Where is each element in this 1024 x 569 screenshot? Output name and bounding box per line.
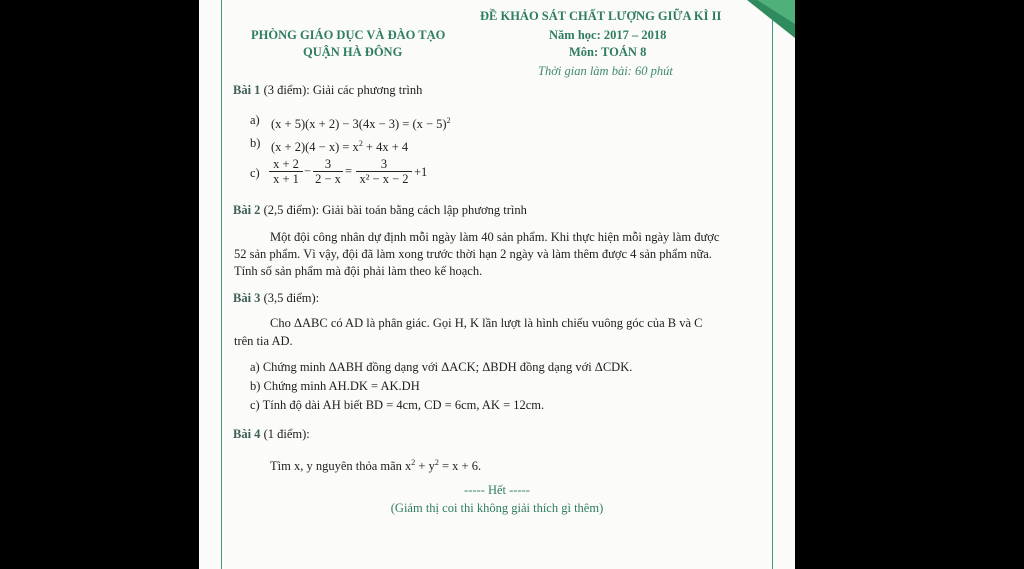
exam-title: ĐỀ KHẢO SÁT CHẤT LƯỢNG GIỮA KÌ II bbox=[480, 9, 722, 23]
bai4-points: (1 điểm): bbox=[260, 427, 310, 441]
bai3-heading bbox=[233, 291, 319, 306]
bai2-line1: Một đội công nhân dự định mỗi ngày làm 40 sản phẩm. Khi thực hiện mỗi ngày làm được bbox=[270, 230, 720, 244]
fraction-1-denominator: x + 1 bbox=[273, 172, 299, 186]
bai3-points: (3,5 điểm): bbox=[260, 291, 320, 305]
minus-sign: − bbox=[304, 164, 312, 178]
bai1-c-tail: +1 bbox=[414, 165, 428, 179]
equals-sign: = bbox=[345, 164, 353, 178]
bai1-a-label: a) bbox=[250, 113, 260, 127]
corner-ribbon-decoration bbox=[747, 0, 795, 40]
bai2-heading bbox=[233, 203, 527, 218]
bai1-heading bbox=[233, 83, 422, 98]
fraction-3-denominator: x² − x − 2 bbox=[359, 172, 409, 186]
bai3-label: Bài 3 bbox=[233, 291, 261, 305]
bai1-c-fraction-2 bbox=[313, 157, 343, 186]
bai1-c-fraction-3 bbox=[356, 157, 412, 186]
bai1-a-expr: (x + 5)(x + 2) − 3(4x − 3) = (x − 5) bbox=[271, 117, 447, 132]
duration: Thời gian làm bài: 60 phút bbox=[538, 64, 673, 78]
fraction-2-numerator: 3 bbox=[313, 157, 343, 172]
bai3-line2: trên tia AD. bbox=[234, 334, 293, 348]
bai4-label: Bài 4 bbox=[233, 427, 261, 441]
exam-paper bbox=[199, 0, 795, 569]
bai2-line3: Tính số sản phẩm mà đội phải làm theo kế hoạch. bbox=[234, 264, 483, 278]
bai1-points: (3 điểm): Giải các phương trình bbox=[260, 83, 423, 97]
bai4-mid: + y bbox=[415, 459, 435, 474]
bai4-exponent-1: 2 bbox=[411, 458, 416, 467]
bai1-a-exponent: 2 bbox=[446, 116, 451, 125]
end-marker: ----- Hết ----- bbox=[464, 483, 530, 497]
bai4-tail: = x + 6. bbox=[438, 459, 482, 474]
footer-note: (Giám thị coi thi không giải thích gì thêm) bbox=[390, 501, 604, 515]
bai1-label: Bài 1 bbox=[233, 83, 261, 97]
fraction-3-numerator: 3 bbox=[356, 157, 412, 172]
bai1-c-label: c) bbox=[250, 166, 260, 180]
bai1-b-exponent: 2 bbox=[358, 139, 363, 148]
office-line2: QUẬN HÀ ĐÔNG bbox=[303, 45, 403, 59]
bai3-line1: Cho ΔABC có AD là phân giác. Gọi H, K lần lượt là hình chiếu vuông góc của B và C bbox=[270, 316, 703, 330]
bai1-b-tail: + 4x + 4 bbox=[362, 140, 409, 155]
school-year: Năm học: 2017 – 2018 bbox=[549, 28, 667, 42]
fraction-1-numerator: x + 2 bbox=[269, 157, 303, 172]
bai1-a-equation bbox=[271, 113, 451, 132]
office-line1: PHÒNG GIÁO DỤC VÀ ĐÀO TẠO bbox=[251, 28, 446, 42]
bai2-points: (2,5 điểm): Giải bài toán bằng cách lập phương trình bbox=[260, 203, 527, 217]
bai2-line2: 52 sản phẩm. Vì vậy, đội đã làm xong trước thời hạn 2 ngày và làm thêm được 4 sản phẩm nữa. bbox=[234, 247, 712, 261]
bai1-c-fraction-1 bbox=[269, 157, 303, 186]
bai2-label: Bài 2 bbox=[233, 203, 261, 217]
bai4-exponent-2: 2 bbox=[434, 458, 439, 467]
bai3-part-b: b) Chứng minh AH.DK = AK.DH bbox=[250, 379, 420, 393]
fraction-2-denominator: 2 − x bbox=[315, 172, 341, 186]
bai1-b-equation bbox=[271, 136, 408, 155]
bai4-problem bbox=[270, 455, 481, 474]
bai4-heading bbox=[233, 427, 310, 442]
bai1-b-expr: (x + 2)(4 − x) = x bbox=[271, 140, 359, 155]
subject: Môn: TOÁN 8 bbox=[569, 45, 647, 59]
bai3-part-a: a) Chứng minh ΔABH đồng dạng với ΔACK; ΔBDH đồng dạng với ΔCDK. bbox=[250, 360, 633, 374]
bai4-text: Tìm x, y nguyên thỏa mãn x bbox=[270, 459, 412, 474]
bai3-part-c: c) Tính độ dài AH biết BD = 4cm, CD = 6cm, AK = 12cm. bbox=[250, 398, 545, 412]
bai1-b-label: b) bbox=[250, 136, 261, 150]
